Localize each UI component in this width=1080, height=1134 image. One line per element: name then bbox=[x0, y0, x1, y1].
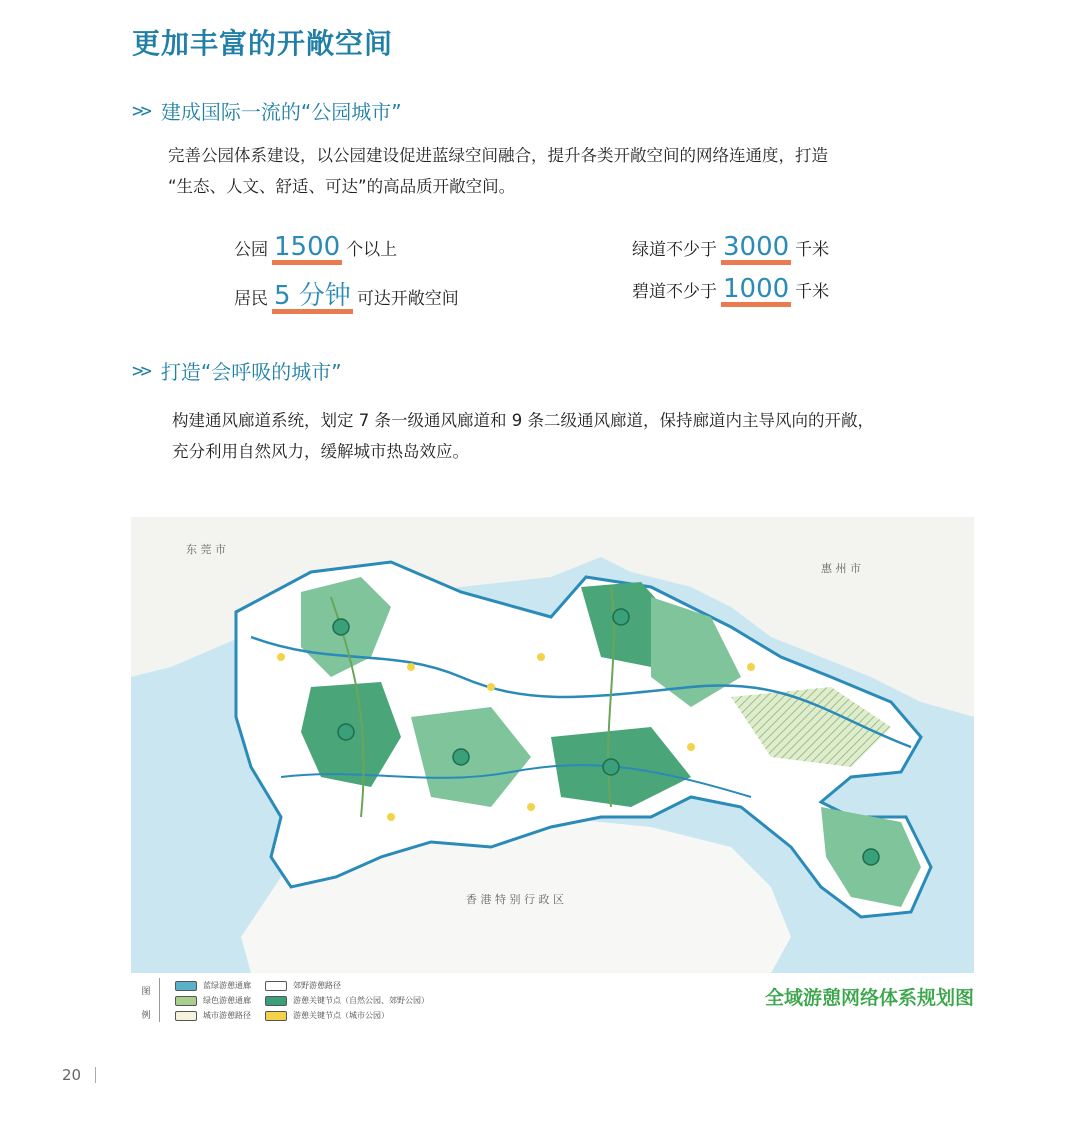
legend-item bbox=[175, 980, 251, 991]
stat-prefix: 碧道不少于 bbox=[632, 282, 717, 302]
legend-label: 城市游憩路径 bbox=[203, 1011, 251, 1020]
nature-park-node bbox=[613, 609, 629, 625]
legend-title-char: 例 bbox=[141, 1011, 151, 1021]
legend-label: 郊野游憩路径 bbox=[293, 981, 341, 990]
double-chevron-icon: >> bbox=[132, 99, 149, 122]
stat-number: 5 分钟 bbox=[272, 283, 353, 314]
stat-blueways bbox=[632, 276, 829, 307]
legend-label: 蓝绿游憩通廊 bbox=[203, 981, 251, 990]
city-park-node bbox=[527, 803, 535, 811]
nature-park-node bbox=[338, 724, 354, 740]
legend-label: 绿色游憩通廊 bbox=[203, 996, 251, 1005]
city-park-node bbox=[747, 663, 755, 671]
nature-park-node bbox=[333, 619, 349, 635]
stat-suffix: 千米 bbox=[795, 282, 830, 302]
stat-parks bbox=[234, 234, 397, 265]
city-park-node bbox=[537, 653, 545, 661]
stat-suffix: 个以上 bbox=[346, 240, 398, 260]
nature-park-node bbox=[863, 849, 879, 865]
legend-label: 游憩关键节点（自然公园、郊野公园） bbox=[293, 996, 429, 1005]
legend-item bbox=[265, 1010, 389, 1021]
stat-prefix: 公园 bbox=[234, 240, 268, 260]
city-park-node bbox=[687, 743, 695, 751]
section-heading-breathing-city bbox=[132, 356, 342, 385]
nature-park-node bbox=[603, 759, 619, 775]
stat-walk-minutes bbox=[234, 283, 459, 314]
page-number: 20 bbox=[62, 1066, 82, 1084]
footer-divider bbox=[95, 1067, 96, 1083]
legend-divider bbox=[159, 978, 160, 1022]
map-svg bbox=[131, 517, 974, 973]
stat-suffix: 千米 bbox=[795, 240, 830, 260]
stat-suffix: 可达开敞空间 bbox=[356, 289, 459, 309]
legend-swatch bbox=[265, 996, 287, 1006]
section-heading-park-city bbox=[132, 96, 402, 125]
stat-prefix: 绿道不少于 bbox=[632, 240, 717, 260]
paragraph-line: 完善公园体系建设，以公园建设促进蓝绿空间融合，提升各类开敞空间的网络连通度，打造 bbox=[168, 146, 828, 165]
double-chevron-icon: >> bbox=[132, 359, 149, 382]
label-huizhou: 惠 州 市 bbox=[821, 562, 861, 575]
legend-swatch bbox=[265, 981, 287, 991]
legend-label: 游憩关键节点（城市公园） bbox=[293, 1011, 389, 1020]
stat-number: 1500 bbox=[272, 234, 342, 265]
legend-swatch bbox=[265, 1011, 287, 1021]
legend-item bbox=[265, 995, 429, 1006]
city-park-node bbox=[277, 653, 285, 661]
legend-swatch bbox=[175, 981, 197, 991]
paragraph-line: 构建通风廊道系统，划定 7 条一级通风廊道和 9 条二级通风廊道，保持廊道内主导风向的开敞， bbox=[172, 411, 874, 430]
stat-number: 3000 bbox=[721, 234, 791, 265]
section-heading-text: 打造“会呼吸的城市” bbox=[160, 360, 342, 384]
label-hongkong: 香 港 特 别 行 政 区 bbox=[466, 893, 564, 906]
stat-greenways bbox=[632, 234, 829, 265]
paragraph-line: “生态、人文、舒适、可达”的高品质开敞空间。 bbox=[168, 177, 516, 196]
legend-swatch bbox=[175, 996, 197, 1006]
city-park-node bbox=[407, 663, 415, 671]
stat-number: 1000 bbox=[721, 276, 791, 307]
map-caption: 全域游憩网络体系规划图 bbox=[764, 987, 974, 1009]
paragraph-line: 充分利用自然风力，缓解城市热岛效应。 bbox=[172, 442, 469, 461]
city-park-node bbox=[487, 683, 495, 691]
recreation-network-map bbox=[131, 517, 974, 973]
nature-park-node bbox=[453, 749, 469, 765]
city-park-node bbox=[387, 813, 395, 821]
section1-paragraph bbox=[168, 140, 828, 202]
stat-prefix: 居民 bbox=[234, 289, 268, 309]
page-title: 更加丰富的开敞空间 bbox=[132, 27, 394, 60]
section-heading-text: 建成国际一流的“公园城市” bbox=[160, 100, 402, 124]
page-footer bbox=[62, 1066, 96, 1084]
legend-item bbox=[175, 1010, 251, 1021]
legend-item bbox=[175, 995, 251, 1006]
section2-paragraph bbox=[172, 405, 874, 467]
legend-swatch bbox=[175, 1011, 197, 1021]
legend-title-char: 图 bbox=[141, 987, 151, 997]
legend-title bbox=[139, 980, 153, 1028]
legend-item bbox=[265, 980, 341, 991]
label-dongguan: 东 莞 市 bbox=[186, 543, 226, 556]
